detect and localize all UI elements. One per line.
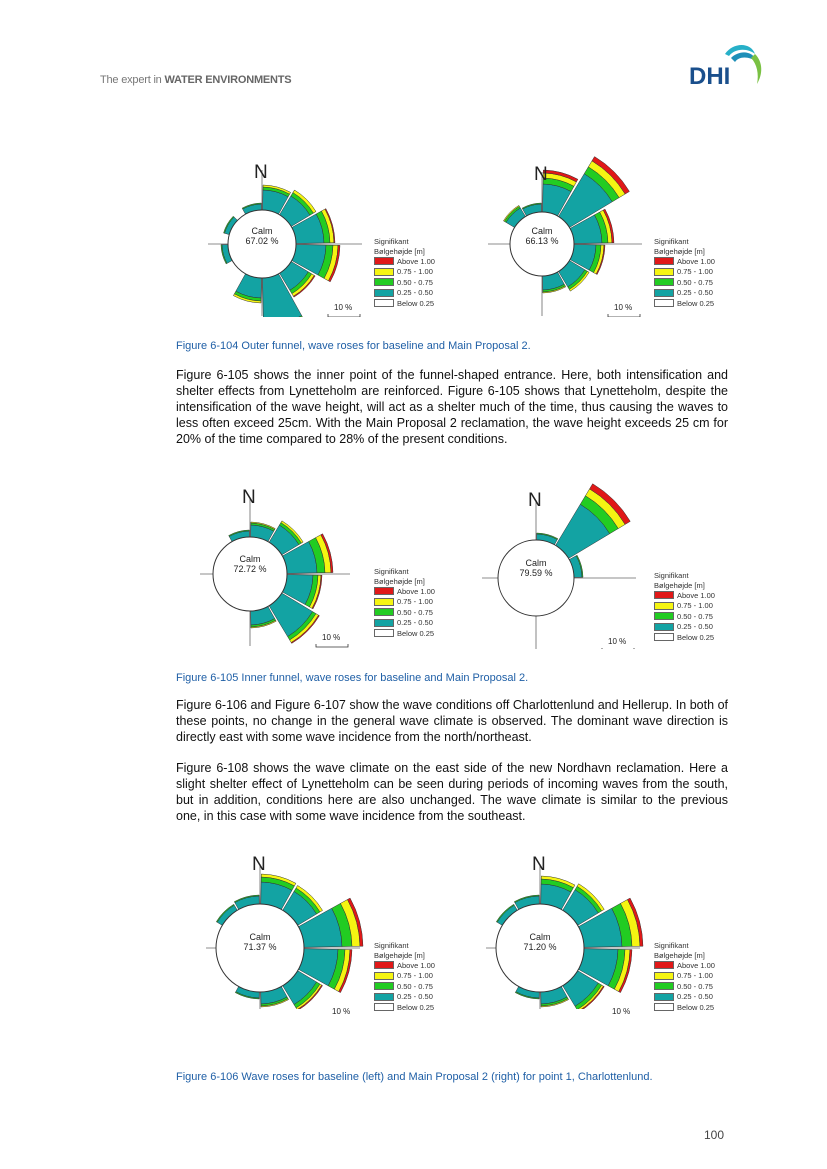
legend-entry xyxy=(374,618,435,629)
legend-entry xyxy=(374,267,435,278)
legend-label: 0.75 - 1.00 xyxy=(677,601,713,610)
legend-label: Above 1.00 xyxy=(397,256,435,266)
calm-word: Calm xyxy=(251,226,273,236)
legend-swatch xyxy=(654,278,674,286)
legend-label: Below 0.25 xyxy=(677,298,715,308)
legend-swatch xyxy=(374,982,394,990)
legend-subtitle: Bølgehøjde [m] xyxy=(374,246,425,256)
calm-word: Calm xyxy=(525,558,547,568)
calm-label xyxy=(506,558,566,578)
dhi-logo-icon xyxy=(685,40,765,90)
legend-swatch xyxy=(374,972,394,980)
paragraph-3: Figure 6-108 shows the wave climate on the east side of the new Nordhavn reclamation. Here a slight shelter effect of Lynetteholm can be seen during periods of incoming waves from the south, but in addition, conditions here are also unchanged. The wave climate is similar to the previous one, in this case with some wave incidence from the southeast. xyxy=(176,761,728,823)
legend-entry xyxy=(654,960,715,971)
legend-entry xyxy=(654,277,715,288)
legend-label: Above 1.00 xyxy=(677,960,715,970)
wave-rose-fig106-baseline xyxy=(200,834,480,1016)
legend-subtitle: Bølgehøjde [m] xyxy=(374,950,425,960)
north-label: N xyxy=(242,487,256,508)
calm-label xyxy=(220,554,280,574)
wave-rose-fig105-baseline xyxy=(200,474,480,649)
legend-swatch xyxy=(374,961,394,969)
calm-label xyxy=(510,932,570,952)
wave-rose-fig106-proposal xyxy=(480,834,760,1016)
legend-swatch xyxy=(374,289,394,297)
figure-caption-105: Figure 6-105 Inner funnel, wave roses for baseline and Main Proposal 2. xyxy=(176,672,529,684)
calm-word: Calm xyxy=(529,932,551,942)
legend-entry xyxy=(654,601,715,612)
legend-swatch xyxy=(374,268,394,276)
legend-entry xyxy=(374,288,435,299)
legend-swatch xyxy=(374,993,394,1001)
calm-word: Calm xyxy=(239,554,261,564)
legend-entry xyxy=(374,971,435,982)
legend xyxy=(374,567,435,639)
header-tagline xyxy=(100,74,291,86)
legend-entry xyxy=(374,298,435,309)
legend-entry xyxy=(374,981,435,992)
calm-word: Calm xyxy=(249,932,271,942)
legend-swatch xyxy=(374,619,394,627)
legend-entry xyxy=(654,298,715,309)
scale-bar xyxy=(602,648,634,649)
legend-entry xyxy=(654,590,715,601)
legend-entry xyxy=(374,586,435,597)
dhi-logo xyxy=(685,40,765,90)
legend-entry xyxy=(654,611,715,622)
north-label: N xyxy=(534,164,548,185)
legend-label: 0.50 - 0.75 xyxy=(677,981,713,991)
north-label: N xyxy=(532,854,546,875)
legend-swatch xyxy=(654,257,674,265)
legend-swatch xyxy=(374,608,394,616)
scale-label: 10 % xyxy=(334,303,353,312)
north-label: N xyxy=(254,162,268,183)
legend-title: Signifikant xyxy=(374,941,409,950)
legend-swatch xyxy=(654,961,674,969)
north-label: N xyxy=(252,854,266,875)
legend-swatch xyxy=(654,612,674,620)
scale-label: 10 % xyxy=(322,633,341,642)
calm-percent: 67.02 % xyxy=(245,236,279,246)
legend-label: 0.75 - 1.00 xyxy=(397,267,433,276)
tagline-text: The expert in xyxy=(100,74,165,86)
legend-entry xyxy=(374,277,435,288)
legend-label: 0.25 - 0.50 xyxy=(397,992,433,1001)
legend-subtitle: Bølgehøjde [m] xyxy=(654,246,705,256)
scale-label: 10 % xyxy=(614,303,633,312)
legend-label: Below 0.25 xyxy=(397,628,435,638)
page-number: 100 xyxy=(704,1128,725,1142)
north-label: N xyxy=(528,490,542,511)
legend-swatch xyxy=(654,982,674,990)
legend-label: 0.75 - 1.00 xyxy=(677,267,713,276)
wave-rose-fig105-proposal xyxy=(480,474,760,649)
paragraph-2: Figure 6-106 and Figure 6-107 show the wave conditions off Charlottenlund and Hellerup. In both of these points, no change in the general wave climate is observed. The dominant wave direction is directly east with some wave incidence from the north/northeast. xyxy=(176,698,728,744)
legend-label: Below 0.25 xyxy=(397,298,435,308)
calm-circle xyxy=(213,537,287,611)
calm-label xyxy=(232,226,292,246)
legend-label: 0.25 - 0.50 xyxy=(677,992,713,1001)
legend-swatch xyxy=(374,257,394,265)
calm-label xyxy=(230,932,290,952)
legend-label: 0.25 - 0.50 xyxy=(677,622,713,631)
legend-entry xyxy=(374,607,435,618)
wave-rose-fig104-proposal xyxy=(480,142,760,317)
scale-bar xyxy=(608,314,640,317)
svg-text:DHI: DHI xyxy=(689,63,731,90)
legend-title: Signifikant xyxy=(374,567,409,576)
legend-swatch xyxy=(654,1003,674,1011)
calm-label xyxy=(512,226,572,246)
legend-swatch xyxy=(654,623,674,631)
legend-swatch xyxy=(374,299,394,307)
calm-word: Calm xyxy=(531,226,553,236)
legend-swatch xyxy=(654,633,674,641)
calm-percent: 79.59 % xyxy=(519,568,553,578)
legend-label: Below 0.25 xyxy=(677,1002,715,1012)
legend-swatch xyxy=(654,299,674,307)
legend-swatch xyxy=(374,278,394,286)
legend-entry xyxy=(654,622,715,633)
legend xyxy=(654,941,715,1013)
figure-caption-106: Figure 6-106 Wave roses for baseline (left) and Main Proposal 2 (right) for point 1, Charlottenlund. xyxy=(176,1071,653,1083)
scale-bar xyxy=(328,314,360,317)
legend-label: 0.50 - 0.75 xyxy=(677,277,713,287)
rose-plot xyxy=(480,834,760,1009)
legend-label: 0.75 - 1.00 xyxy=(677,971,713,980)
legend-swatch xyxy=(654,972,674,980)
legend-entry xyxy=(654,267,715,278)
calm-percent: 71.37 % xyxy=(243,942,277,952)
legend-entry xyxy=(654,256,715,267)
legend-swatch xyxy=(654,268,674,276)
legend-label: Above 1.00 xyxy=(677,256,715,266)
legend-label: Below 0.25 xyxy=(397,1002,435,1012)
legend-entry xyxy=(654,288,715,299)
legend xyxy=(654,571,715,643)
rose-plot xyxy=(200,834,480,1009)
legend-label: Below 0.25 xyxy=(677,632,715,642)
paragraph-1: Figure 6-105 shows the inner point of the funnel-shaped entrance. Here, both intensification and shelter effects from Lynetteholm are reinforced. Figure 6-105 shows that Lynetteholm, despite the intensification of the wave height, will act as a shelter much of the time, thus causing the waves to less often exceed 25cm. With the Main Proposal 2 reclamation, the wave height exceeds 25 cm for 20% of the time compared to 28% of the present conditions. xyxy=(176,368,728,446)
legend-entry xyxy=(374,1002,435,1013)
legend-label: 0.25 - 0.50 xyxy=(677,288,713,297)
legend-entry xyxy=(374,960,435,971)
legend-subtitle: Bølgehøjde [m] xyxy=(654,580,705,590)
legend-swatch xyxy=(654,602,674,610)
legend-label: 0.50 - 0.75 xyxy=(397,981,433,991)
legend-swatch xyxy=(374,1003,394,1011)
scale-bar xyxy=(316,644,348,647)
legend-swatch xyxy=(654,993,674,1001)
legend-label: Above 1.00 xyxy=(397,960,435,970)
legend-entry xyxy=(374,256,435,267)
scale-label: 10 % xyxy=(608,637,627,646)
legend-entry xyxy=(374,597,435,608)
figure-caption-104: Figure 6-104 Outer funnel, wave roses for baseline and Main Proposal 2. xyxy=(176,340,531,352)
legend-subtitle: Bølgehøjde [m] xyxy=(654,950,705,960)
calm-percent: 71.20 % xyxy=(523,942,557,952)
legend-label: 0.75 - 1.00 xyxy=(397,597,433,606)
legend-title: Signifikant xyxy=(654,941,689,950)
wave-rose-fig104-baseline xyxy=(200,142,480,317)
legend-swatch xyxy=(374,598,394,606)
legend-entry xyxy=(374,992,435,1003)
legend-title: Signifikant xyxy=(654,237,689,246)
legend-swatch xyxy=(654,591,674,599)
tagline-bold: WATER ENVIRONMENTS xyxy=(164,74,292,86)
legend-entry xyxy=(654,981,715,992)
legend-label: 0.50 - 0.75 xyxy=(677,611,713,621)
calm-percent: 66.13 % xyxy=(525,236,559,246)
legend-swatch xyxy=(374,587,394,595)
legend-label: 0.25 - 0.50 xyxy=(397,618,433,627)
legend xyxy=(374,941,435,1013)
scale-label: 10 % xyxy=(332,1007,351,1016)
legend-label: 0.25 - 0.50 xyxy=(397,288,433,297)
legend-subtitle: Bølgehøjde [m] xyxy=(374,576,425,586)
legend xyxy=(654,237,715,309)
legend-entry xyxy=(654,632,715,643)
legend-label: 0.75 - 1.00 xyxy=(397,971,433,980)
scale-label: 10 % xyxy=(612,1007,631,1016)
legend-title: Signifikant xyxy=(374,237,409,246)
legend-entry xyxy=(654,1002,715,1013)
legend-swatch xyxy=(654,289,674,297)
legend-swatch xyxy=(374,629,394,637)
legend-title: Signifikant xyxy=(654,571,689,580)
legend-label: Above 1.00 xyxy=(397,586,435,596)
legend-entry xyxy=(654,992,715,1003)
legend-label: Above 1.00 xyxy=(677,590,715,600)
legend xyxy=(374,237,435,309)
calm-circle xyxy=(498,540,574,616)
legend-label: 0.50 - 0.75 xyxy=(397,607,433,617)
legend-entry xyxy=(374,628,435,639)
legend-entry xyxy=(654,971,715,982)
calm-percent: 72.72 % xyxy=(233,564,267,574)
legend-label: 0.50 - 0.75 xyxy=(397,277,433,287)
